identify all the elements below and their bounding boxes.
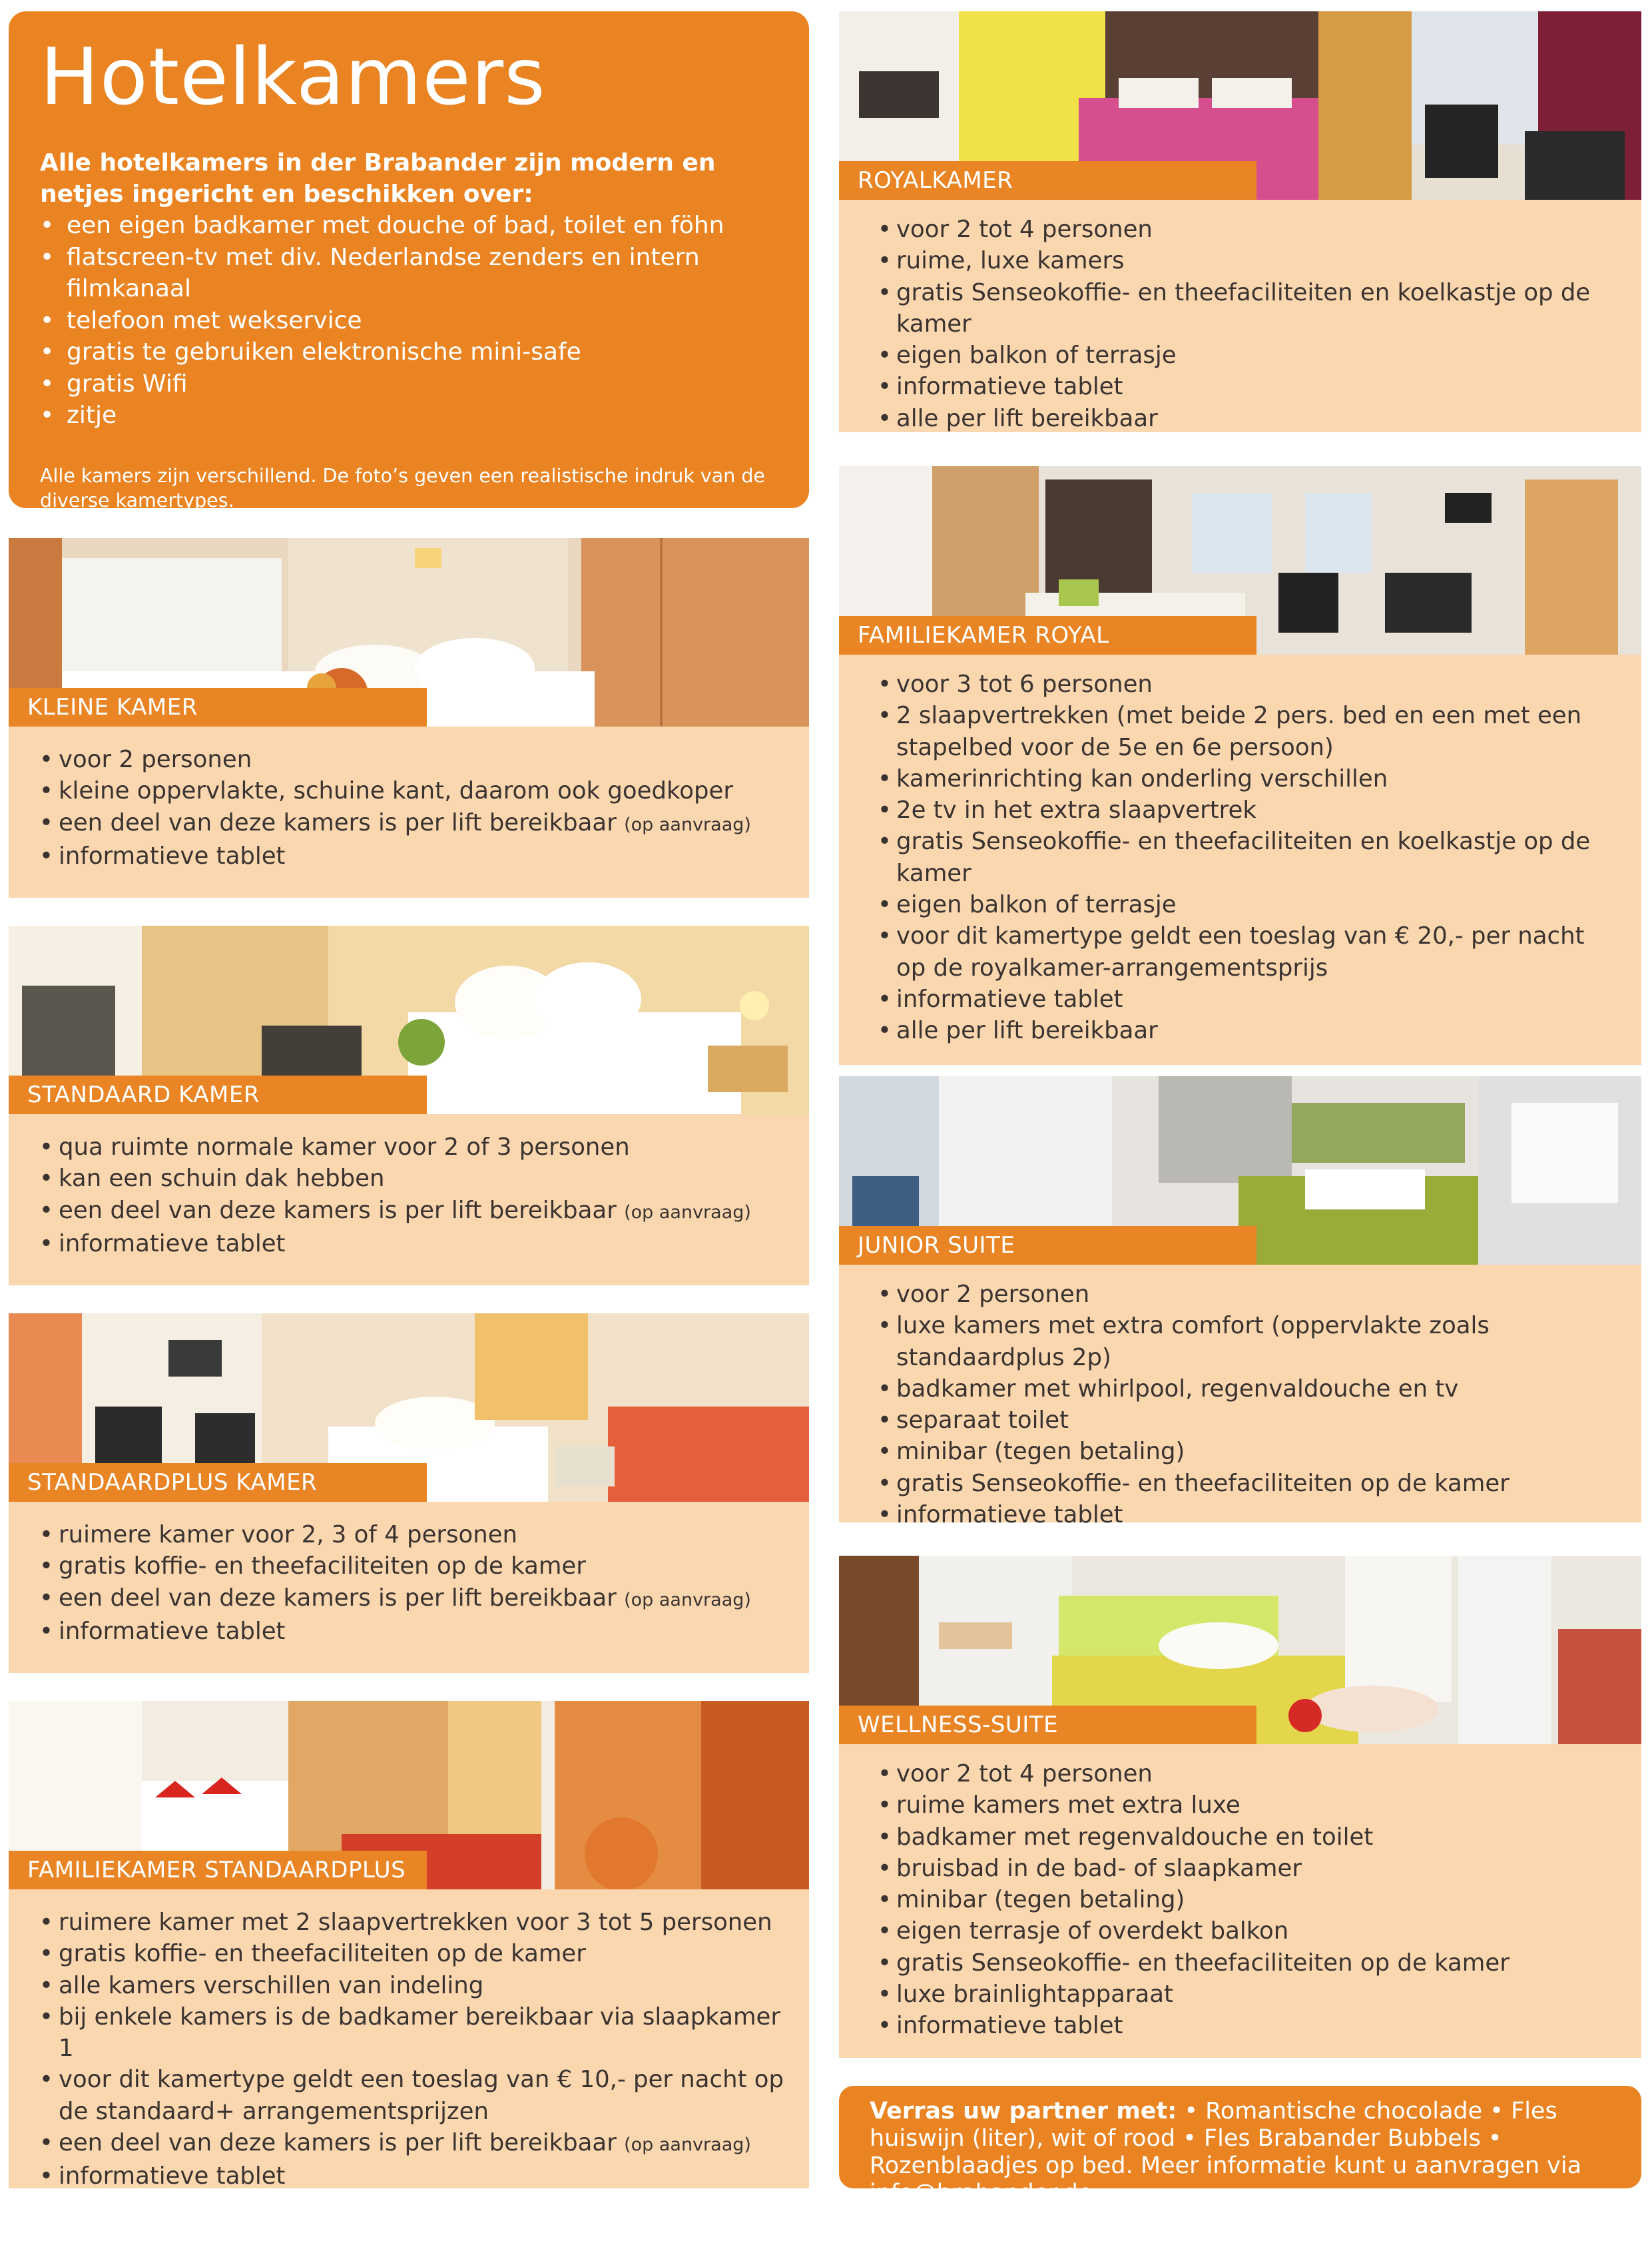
list-item: • luxe brainlightapparaat xyxy=(878,1979,1621,2010)
list-item: • een deel van deze kamers is per lift bereikbaar (op aanvraag) xyxy=(39,2127,789,2160)
on-request-note: (op aanvraag) xyxy=(624,2134,751,2156)
list-item: • eigen terrasje of overdekt balkon xyxy=(878,1915,1621,1947)
on-request-note: (op aanvraag) xyxy=(624,814,751,835)
list-item: • ruime kamers met extra luxe xyxy=(878,1789,1621,1821)
list-item: • bij enkele kamers is de badkamer bereikbaar via slaapkamer 1 xyxy=(39,2001,789,2065)
list-item: • informatieve tablet xyxy=(878,984,1621,1015)
list-item: • voor 2 tot 4 personen xyxy=(878,214,1621,245)
room-card-junior xyxy=(839,1076,1641,1529)
list-item: • eigen balkon of terrasje xyxy=(878,889,1621,920)
room-label: FAMILIEKAMER ROYAL xyxy=(839,616,1256,655)
promo-text: • Romantische chocolade • Fles huiswijn (liter), wit of rood • Fles Brabander Bubbels • Rozenblaadjes op bed. Meer informatie kunt u aanvragen via info@brabander.de xyxy=(870,2098,1582,2206)
room-label: WELLNESS-SUITE xyxy=(839,1706,1256,1744)
intro-lead: Alle hotelkamers in der Brabander zijn modern en netjes ingericht en beschikken over: xyxy=(40,149,716,208)
room-features xyxy=(878,669,1621,1047)
on-request-note: (op aanvraag) xyxy=(624,1589,751,1610)
list-item: • voor 2 personen xyxy=(878,1279,1621,1310)
list-item: • voor dit kamertype geldt een toeslag van € 10,- per nacht op de standaard+ arrangementsprijzen xyxy=(39,2064,789,2127)
list-item: • alle kamers verschillen van indeling xyxy=(39,1970,789,2001)
list-item: • een eigen badkamer met douche of bad, toilet en föhn xyxy=(40,210,782,242)
list-item: • alle per lift bereikbaar xyxy=(878,1015,1621,1046)
room-card-standaard xyxy=(9,926,809,1285)
list-item: • voor 2 personen xyxy=(39,744,789,775)
list-item: • telefoon met wekservice xyxy=(40,305,782,337)
list-item: • informatieve tablet xyxy=(878,2010,1621,2041)
room-label: STANDAARDPLUS KAMER xyxy=(9,1463,427,1502)
list-item: • gratis Wifi xyxy=(40,368,782,400)
list-item: • ruime, luxe kamers xyxy=(878,245,1621,276)
list-item: • separaat toilet xyxy=(878,1405,1621,1436)
intro-panel xyxy=(9,11,809,511)
promo-lead: Verras uw partner met: xyxy=(870,2098,1177,2124)
list-item: • zitje xyxy=(40,400,782,432)
list-item: • luxe kamers met extra comfort (oppervlakte zoals standaardplus 2p) xyxy=(878,1310,1621,1373)
page-title: Hotelkamers xyxy=(40,31,546,123)
intro-note: Alle kamers zijn verschillend. De foto’s geven een realistische indruk van de diverse kamertypes. xyxy=(40,464,765,511)
room-label: FAMILIEKAMER STANDAARDPLUS xyxy=(9,1851,427,1889)
list-item: • ruimere kamer met 2 slaapvertrekken voor 3 tot 5 personen xyxy=(39,1907,789,1938)
room-features xyxy=(39,1131,789,1259)
list-item: • gratis koffie- en theefaciliteiten op de kamer xyxy=(39,1550,789,1582)
promo-box xyxy=(839,2086,1641,2206)
list-item: • minibar (tegen betaling) xyxy=(878,1884,1621,1915)
room-card-familie-standaardplus xyxy=(9,1701,809,2188)
room-label: KLEINE KAMER xyxy=(9,688,427,727)
room-features xyxy=(878,1758,1621,2042)
list-item: • alle per lift bereikbaar xyxy=(878,403,1621,434)
room-label: ROYALKAMER xyxy=(839,161,1256,200)
room-label: JUNIOR SUITE xyxy=(839,1226,1256,1265)
room-features xyxy=(39,1907,789,2192)
list-item: • informatieve tablet xyxy=(39,1228,789,1259)
list-item: • eigen balkon of terrasje xyxy=(878,340,1621,371)
room-label: STANDAARD KAMER xyxy=(9,1076,427,1114)
list-item: • kamerinrichting kan onderling verschillen xyxy=(878,763,1621,795)
list-item: • gratis Senseokoffie- en theefaciliteiten op de kamer xyxy=(878,1468,1621,1499)
room-features xyxy=(878,1279,1621,1530)
room-card-wellness xyxy=(839,1556,1641,2058)
list-item: • 2 slaapvertrekken (met beide 2 pers. bed en een met een stapelbed voor de 5e en 6e persoon) xyxy=(878,700,1621,763)
list-item: • kleine oppervlakte, schuine kant, daarom ook goedkoper xyxy=(39,775,789,806)
room-features xyxy=(39,744,789,872)
list-item: • informatieve tablet xyxy=(878,1499,1621,1530)
list-item: • voor 2 tot 4 personen xyxy=(878,1758,1621,1789)
list-item: • voor dit kamertype geldt een toeslag van € 20,- per nacht op de royalkamer-arrangementsprijs xyxy=(878,920,1621,984)
intro-list xyxy=(40,210,782,432)
list-item: • informatieve tablet xyxy=(39,1616,789,1647)
list-item: • 2e tv in het extra slaapvertrek xyxy=(878,795,1621,826)
list-item: • informatieve tablet xyxy=(878,371,1621,402)
list-item: • een deel van deze kamers is per lift bereikbaar (op aanvraag) xyxy=(39,1195,789,1228)
list-item: • gratis Senseokoffie- en theefaciliteiten en koelkastje op de kamer xyxy=(878,277,1621,340)
list-item: • een deel van deze kamers is per lift bereikbaar (op aanvraag) xyxy=(39,807,789,840)
on-request-note: (op aanvraag) xyxy=(624,1201,751,1223)
list-item: • gratis te gebruiken elektronische mini-safe xyxy=(40,336,782,368)
list-item: • badkamer met whirlpool, regenvaldouche en tv xyxy=(878,1373,1621,1405)
room-card-familie-royal xyxy=(839,466,1641,1065)
list-item: • minibar (tegen betaling) xyxy=(878,1436,1621,1467)
room-features xyxy=(878,214,1621,434)
room-card-royal xyxy=(839,11,1641,432)
list-item: • gratis Senseokoffie- en theefaciliteiten en koelkastje op de kamer xyxy=(878,826,1621,889)
list-item: • informatieve tablet xyxy=(39,2160,789,2192)
list-item: • kan een schuin dak hebben xyxy=(39,1163,789,1194)
room-features xyxy=(39,1519,789,1647)
list-item: • voor 3 tot 6 personen xyxy=(878,669,1621,700)
list-item: • gratis koffie- en theefaciliteiten op de kamer xyxy=(39,1938,789,1969)
list-item: • ruimere kamer voor 2, 3 of 4 personen xyxy=(39,1519,789,1550)
list-item: • informatieve tablet xyxy=(39,840,789,872)
list-item: • flatscreen-tv met div. Nederlandse zenders en intern filmkanaal xyxy=(40,242,782,305)
list-item: • badkamer met regenvaldouche en toilet xyxy=(878,1821,1621,1853)
room-card-kleine xyxy=(9,538,809,898)
list-item: • qua ruimte normale kamer voor 2 of 3 personen xyxy=(39,1131,789,1163)
list-item: • gratis Senseokoffie- en theefaciliteiten op de kamer xyxy=(878,1947,1621,1979)
list-item: • een deel van deze kamers is per lift bereikbaar (op aanvraag) xyxy=(39,1582,789,1616)
list-item: • bruisbad in de bad- of slaapkamer xyxy=(878,1853,1621,1884)
room-card-standaardplus xyxy=(9,1313,809,1673)
